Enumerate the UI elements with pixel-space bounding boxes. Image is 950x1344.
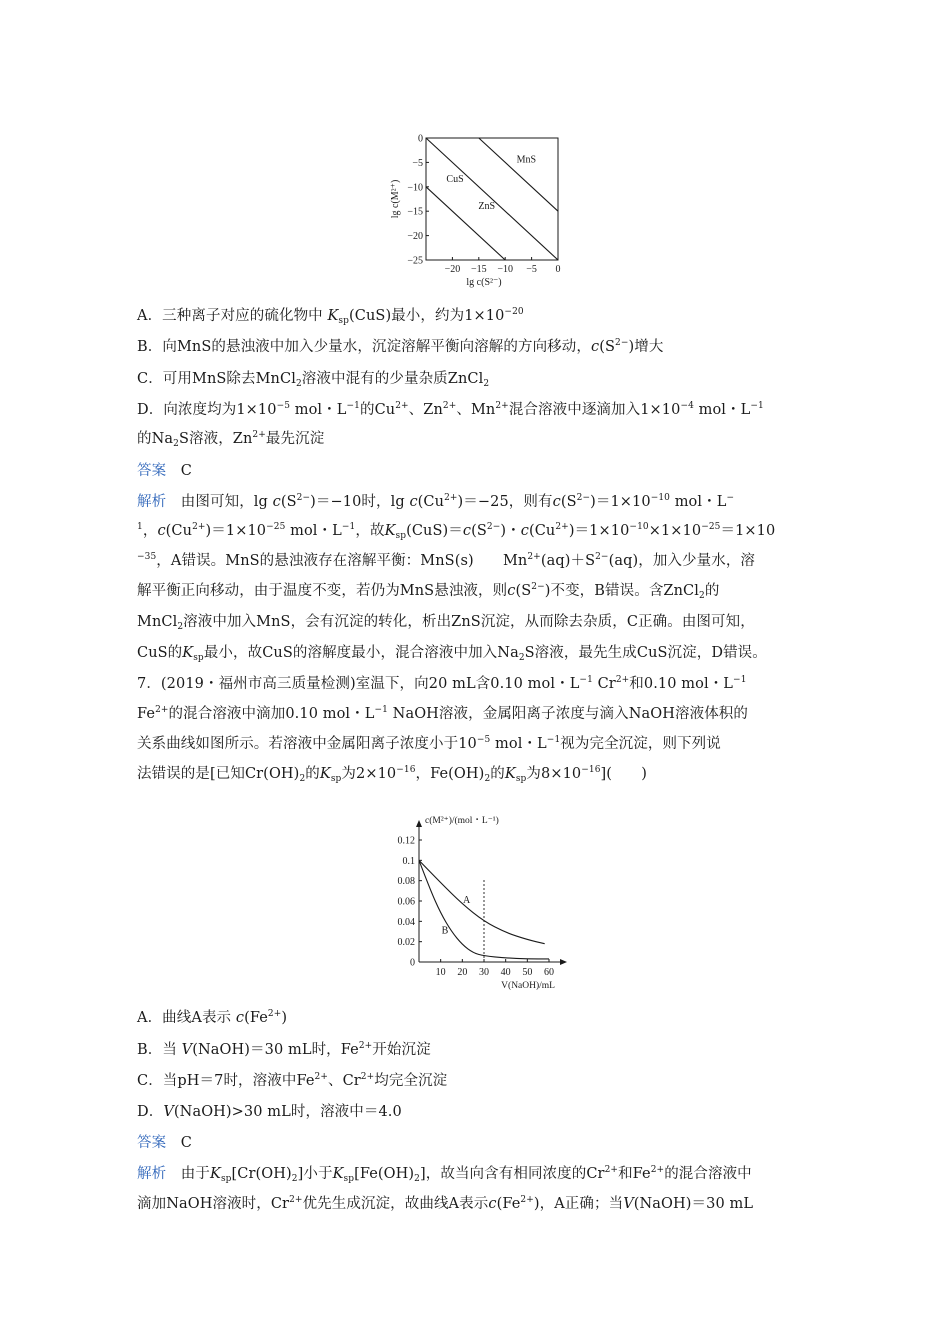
y-tick-label: −25 [407, 255, 423, 267]
y-tick-label: 0 [418, 133, 423, 145]
y-tick-label: 0.08 [397, 876, 415, 888]
question-7-line4: 法错误的是[已知$Cr(OH)_2$的$K_{sp}$为$2\times 10^{-16}$，$Fe(OH)_2$的$K_{sp}$为$8\times 10^{-16}$]( ) [137, 765, 648, 784]
y-tick-label: 0.04 [397, 916, 415, 928]
option-6d-line2: 的$Na_2S$溶液，$Zn^{2+}$最先沉淀 [137, 430, 325, 449]
analysis-6-line2: $^1$，$c(Cu^{2+})=1\times 10^{-25}$ mol・$L^{-1}$，故$K_{sp}(CuS)=c(S^{2-})$・$c(Cu^{2+})=1\times 10^{-10}\times 1\times 10^{-25}=1\times 10$ [137, 522, 776, 541]
chart-sulfide-ksp [380, 128, 580, 293]
curve-a [419, 860, 545, 943]
answer-6: 答案 C [137, 463, 192, 479]
x-tick-label: −20 [444, 264, 461, 275]
figure-sulfide-ksp [380, 128, 580, 293]
option-7b: B．当 V(NaOH)＝30 mL时，$Fe^{2+}$开始沉淀 [137, 1041, 431, 1058]
x-tick-label: 10 [435, 967, 446, 978]
x-tick-label: −10 [497, 264, 514, 275]
x-axis-arrow [560, 959, 567, 965]
analysis-6-line5: MnCl$_2$溶液中加入MnS，会有沉淀的转化，析出ZnS沉淀，从而除去杂质，C正确。由图可知， [137, 614, 755, 632]
analysis-7-line1: 解析 由于$K_{sp}[Cr(OH)_2]$小于$K_{sp}[Fe(OH)_2]$，故当向含有相同浓度的$Cr^{2+}$和$Fe^{2+}$的混合溶液中 [137, 1165, 752, 1184]
y-axis-label: c(M²⁺)/(mol・L⁻¹) [425, 816, 499, 826]
x-tick-label: 50 [522, 967, 533, 978]
y-tick-label: 0.06 [397, 896, 415, 908]
series-line-zns [426, 138, 558, 260]
x-tick-label: 60 [544, 967, 554, 978]
x-tick-label: 40 [500, 967, 511, 978]
series-line-cus [426, 187, 505, 260]
option-6a: A．三种离子对应的硫化物中 $K_{sp}(CuS)$最小，约为$1\times 10^{-20}$ [137, 307, 524, 326]
option-6b: B．向MnS的悬浊液中加入少量水，沉淀溶解平衡向溶解的方向移动，$c(S^{2-})$增大 [137, 338, 664, 355]
question-7-line1: 7．(2019・福州市高三质量检测)室温下，向20 mL含0.10 mol・$L^{-1}$ $Cr^{2+}$和0.10 mol・$L^{-1}$ [137, 675, 747, 692]
question-7-line2: $Fe^{2+}$的混合溶液中滴加0.10 mol・$L^{-1}$ NaOH溶液，金属阳离子浓度与滴入NaOH溶液体积的 [137, 705, 748, 722]
figure-naoh-titration [385, 808, 570, 993]
y-axis-arrow [416, 820, 422, 827]
x-axis-label: lg c(S²⁻) [466, 277, 502, 288]
y-tick-label: 0 [410, 957, 415, 969]
answer-7: 答案 C [137, 1135, 192, 1151]
chart-naoh-titration [385, 808, 570, 993]
y-tick-label: −20 [407, 231, 423, 243]
analysis-6-line4: 解平衡正向移动，由于温度不变，若仍为MnS悬浊液，则$c(S^{2-})$不变，B错误。含ZnCl$_2$的 [137, 582, 720, 601]
option-7a: A．曲线A表示 $c(Fe^{2+})$ [137, 1009, 288, 1026]
option-7c: C．当pH＝7时，溶液中$Fe^{2+}$、$Cr^{2+}$均完全沉淀 [137, 1072, 448, 1089]
series-label-cus: CuS [446, 173, 464, 185]
analysis-6-line3: $^{-35}$，A错误。MnS的悬浊液存在溶解平衡：MnS(s) $Mn^{2+}(aq)+S^{2-}(aq)$，加入少量水，溶 [137, 552, 756, 569]
x-tick-label: 20 [457, 967, 468, 978]
analysis-6-line1: 解析 由图可知，$\lg c(S^{2-})=-10$时，$\lg c(Cu^{2+})=-25$，则有$c(S^{2-})=1\times 10^{-10}$ mol・L− [137, 493, 735, 510]
y-tick-label: 0.02 [397, 937, 415, 949]
x-tick-label: 30 [479, 967, 489, 978]
option-7d: D．V(NaOH)>30 mL时，溶液中＝4.0 [137, 1104, 402, 1120]
y-tick-label: 0.12 [397, 835, 415, 847]
curve-label-b: B [441, 925, 449, 937]
x-tick-label: −5 [526, 264, 537, 275]
y-tick-label: −10 [407, 182, 423, 194]
analysis-7-line2: 滴加NaOH溶液时，$Cr^{2+}$优先生成沉淀，故曲线A表示$c(Fe^{2+})$，A正确；当V(NaOH)＝30 mL [137, 1195, 754, 1212]
question-7-line3: 关系曲线如图所示。若溶液中金属阳离子浓度小于$10^{-5}$ mol・$L^{-1}$视为完全沉淀，则下列说 [137, 735, 721, 752]
x-tick-label: −15 [470, 264, 487, 275]
option-6d-line1: D．向浓度均为$1\times 10^{-5}$ mol・$L^{-1}$的$Cu^{2+}$、$Zn^{2+}$、$Mn^{2+}$混合溶液中逐滴加入$1\times 10^{-4}$ mol・$L^{-1}$ [137, 401, 764, 418]
y-tick-label: 0.1 [402, 855, 415, 867]
y-axis-label: lg c(M²⁺) [390, 179, 401, 219]
option-6c: C．可用MnS除去MnCl$_2$溶液中混有的少量杂质ZnCl$_2$ [137, 371, 490, 389]
x-tick-label: 0 [555, 264, 561, 275]
y-tick-label: −15 [407, 206, 423, 218]
curve-label-a: A [463, 895, 471, 907]
x-axis-label: V(NaOH)/mL [501, 981, 555, 991]
analysis-6-line6: CuS的$K_{sp}$最小，故CuS的溶解度最小，混合溶液中加入$Na_2S$溶液，最先生成CuS沉淀，D错误。 [137, 645, 767, 663]
y-tick-label: −5 [412, 157, 423, 169]
series-label-mns: MnS [516, 154, 537, 166]
series-label-zns: ZnS [478, 200, 496, 212]
